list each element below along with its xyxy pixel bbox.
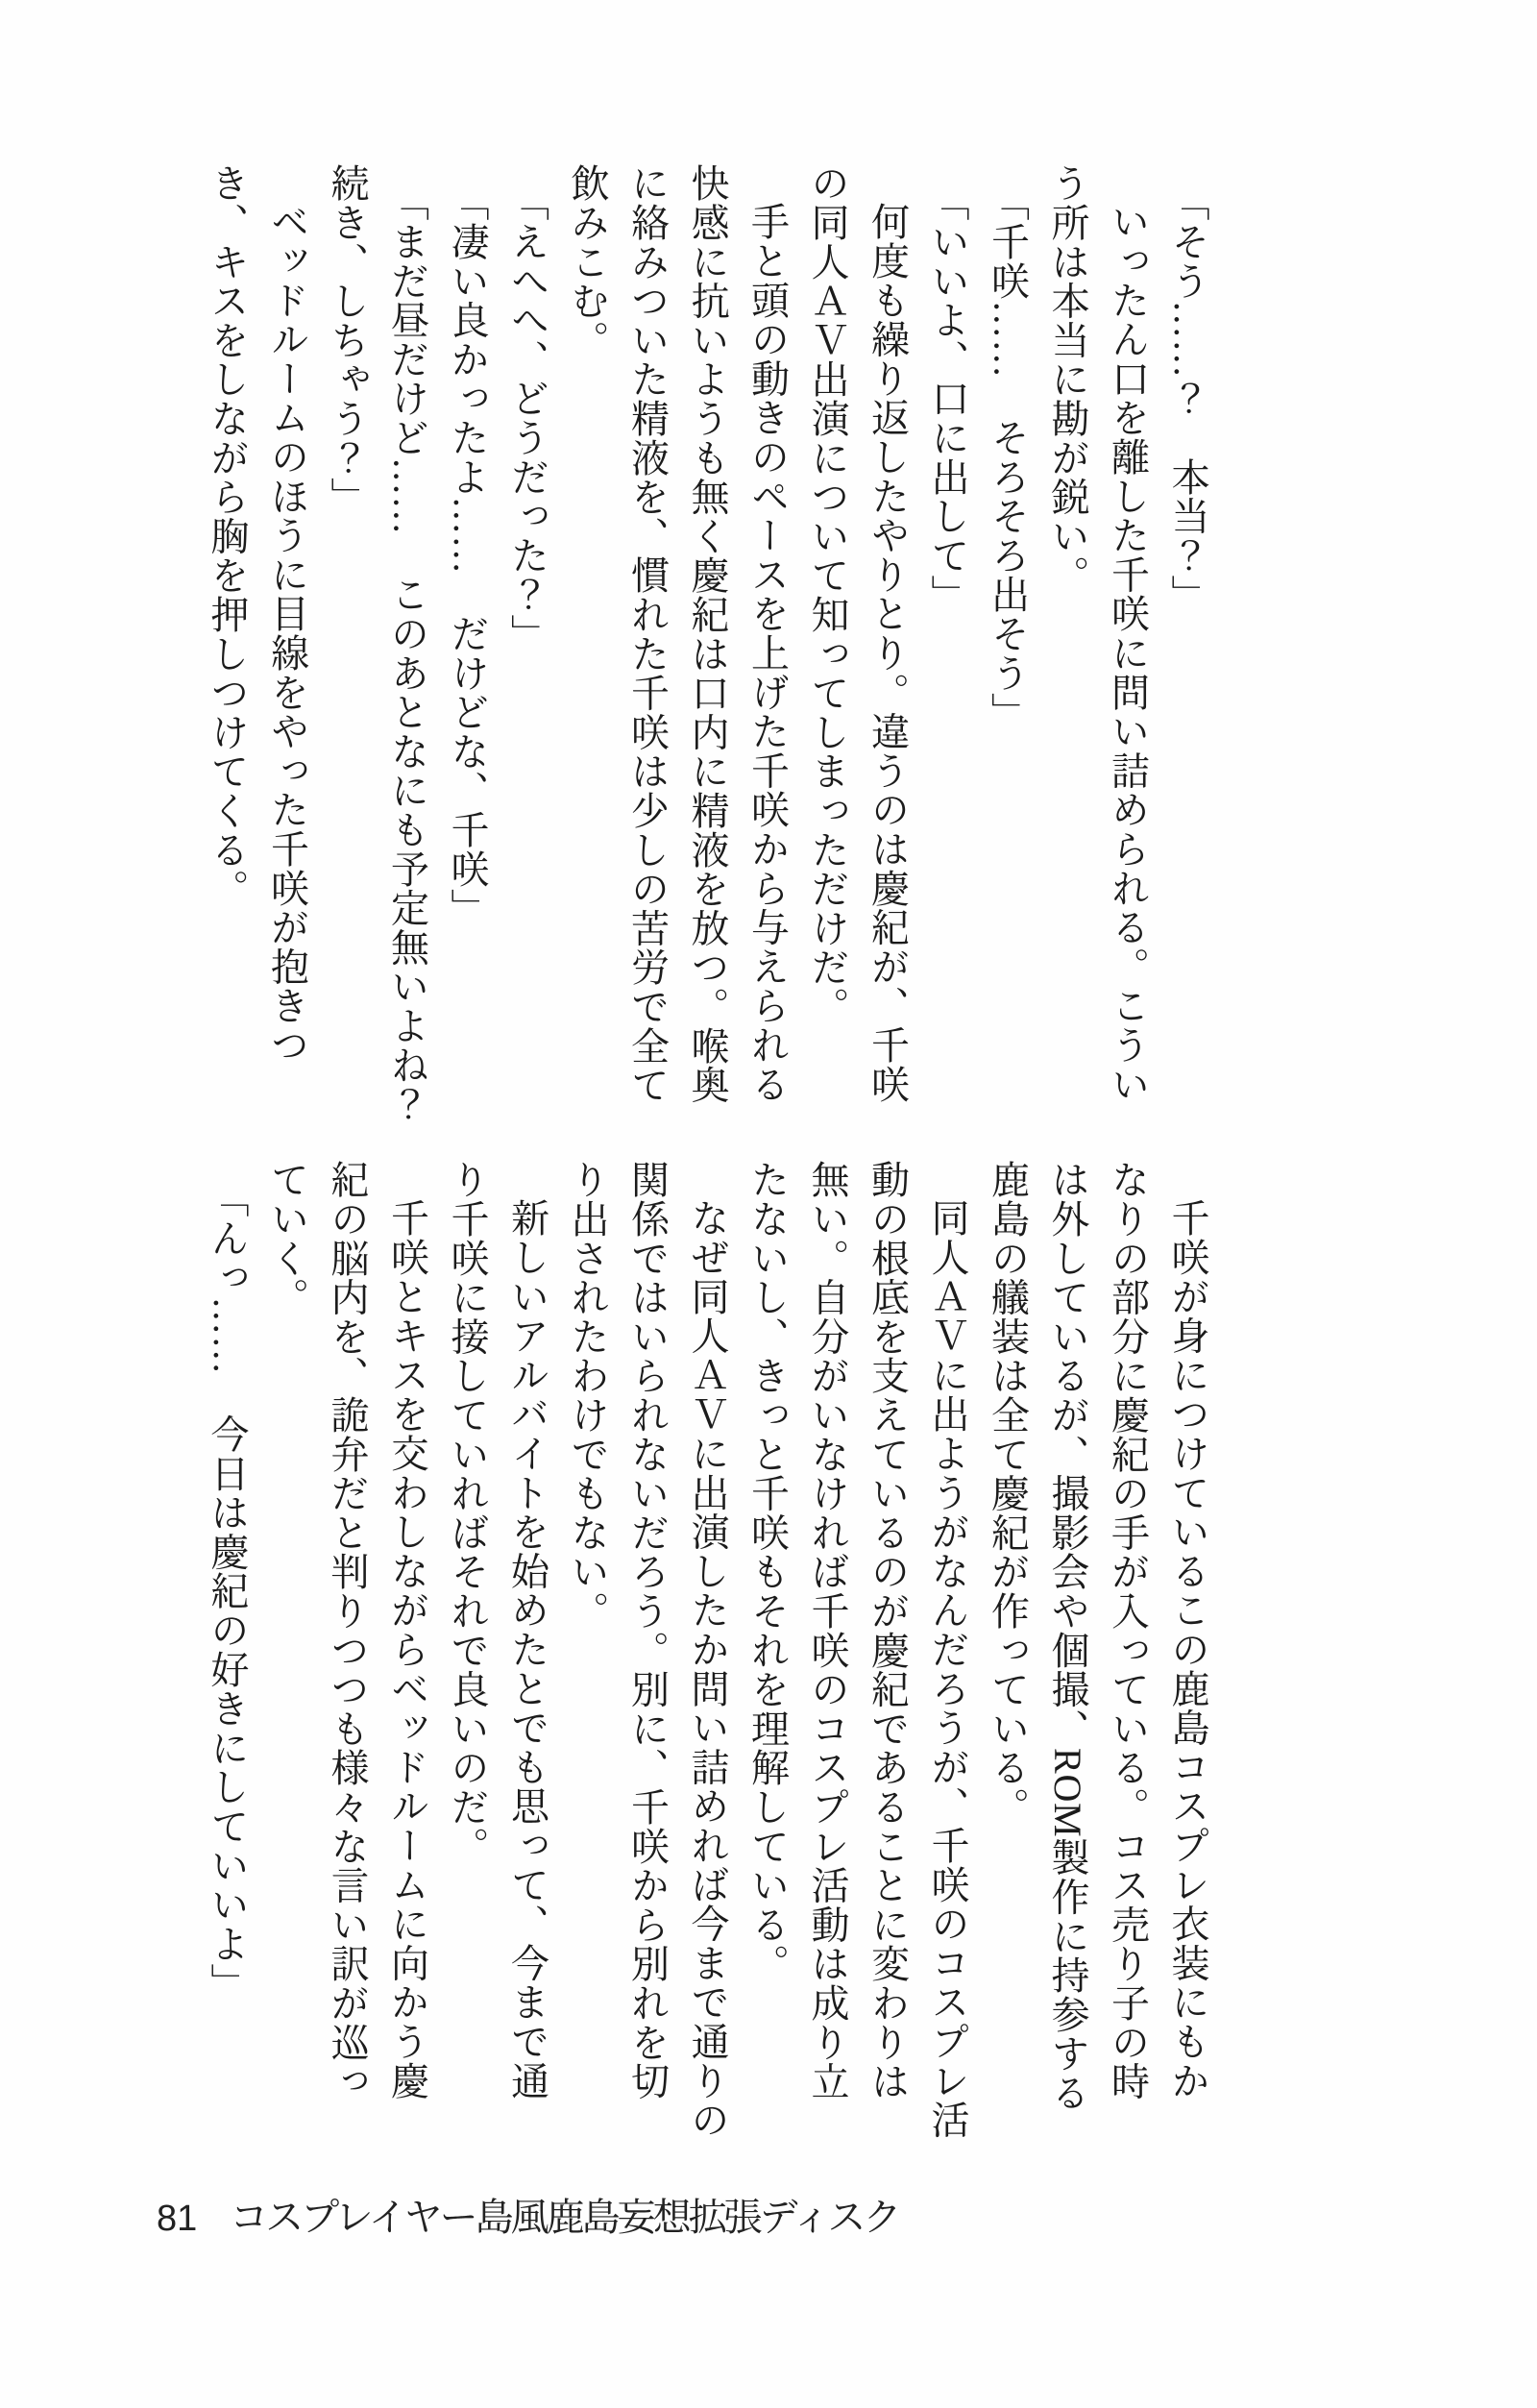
text-line: 同人ＡＶに出ようがなんだろうが、千咲のコスプレ活 xyxy=(926,1198,969,2140)
text-line: 関係ではいられないだろう。別に、千咲から別れを切 xyxy=(625,1160,670,2101)
text-line: 続き、しちゃう？」 xyxy=(326,163,369,517)
text-line: 「そう……？ 本当？」 xyxy=(1166,183,1209,614)
text-line: 「凄い良かったよ…… だけどな、千咲」 xyxy=(446,183,489,928)
text-line: に絡みついた精液を、慣れた千咲は少しの苦労で全て xyxy=(625,163,670,1105)
text-line: 「まだ昼だけど…… このあとなにも予定無いよね？ xyxy=(385,183,429,1124)
text-line: 手と頭の動きのペースを上げた千咲から与えられる xyxy=(745,202,790,1104)
text-line: たないし、きっと千咲もそれを理解している。 xyxy=(745,1160,790,1983)
text-line: 「えへへ、どうだった？」 xyxy=(505,183,549,653)
text-line: 無い。自分がいなければ千咲のコスプレ活動は成り立 xyxy=(806,1160,849,2101)
text-line: の同人ＡＶ出演について知ってしまっただけだ。 xyxy=(806,163,849,1026)
text-line: は外しているが、撮影会や個撮、ROM製作に持参する xyxy=(1046,1160,1089,2113)
book-title: コスプレイヤー島風鹿島妄想拡張ディスク xyxy=(230,2197,899,2239)
text-line: 紀の脳内を、詭弁だと判りつつも様々な言い訳が巡っ xyxy=(326,1160,369,2101)
text-line: き、キスをしながら胸を押しつけてくる。 xyxy=(206,163,249,909)
page-number: 81 xyxy=(157,2199,198,2239)
text-line: いったん口を離した千咲に問い詰められる。こうい xyxy=(1106,202,1150,1104)
text-line: 新しいアルバイトを始めたとでも思って、今まで通 xyxy=(505,1198,549,2101)
text-block-lower xyxy=(197,1160,1218,2140)
text-line: 「千咲…… そろそろ出そう」 xyxy=(986,183,1030,732)
text-line: 動の根底を支えているのが慶紀であることに変わりは xyxy=(866,1160,910,2101)
text-line: り千咲に接していればそれで良いのだ。 xyxy=(446,1160,489,1866)
text-line: 千咲とキスを交わしながらベッドルームに向かう慶 xyxy=(385,1198,429,2101)
text-line: ていく。 xyxy=(265,1160,309,1317)
text-line: 鹿島の艤装は全て慶紀が作っている。 xyxy=(986,1160,1030,1827)
text-line: 千咲が身につけているこの鹿島コスプレ衣装にもか xyxy=(1166,1198,1209,2101)
text-line: 何度も繰り返したやりとり。違うのは慶紀が、千咲 xyxy=(866,202,910,1104)
text-line: り出されたわけでもない。 xyxy=(566,1160,609,1631)
text-line: う所は本当に勘が鋭い。 xyxy=(1046,163,1089,595)
text-block-upper xyxy=(197,163,1218,1136)
text-line: ベッドルームのほうに目線をやった千咲が抱きつ xyxy=(265,202,309,1065)
text-line: 「いいよ、口に出して」 xyxy=(926,183,969,614)
page-footer xyxy=(157,2187,898,2242)
text-line: なりの部分に慶紀の手が入っている。コス売り子の時 xyxy=(1106,1160,1150,2101)
text-line: 飲みこむ。 xyxy=(566,163,609,359)
text-line: なぜ同人ＡＶに出演したか問い詰めれば今まで通りの xyxy=(686,1198,729,2140)
text-line: 「んっ…… 今日は慶紀の好きにしていいよ」 xyxy=(206,1179,249,2003)
text-line: 快感に抗いようも無く慶紀は口内に精液を放つ。喉奥 xyxy=(686,163,729,1105)
